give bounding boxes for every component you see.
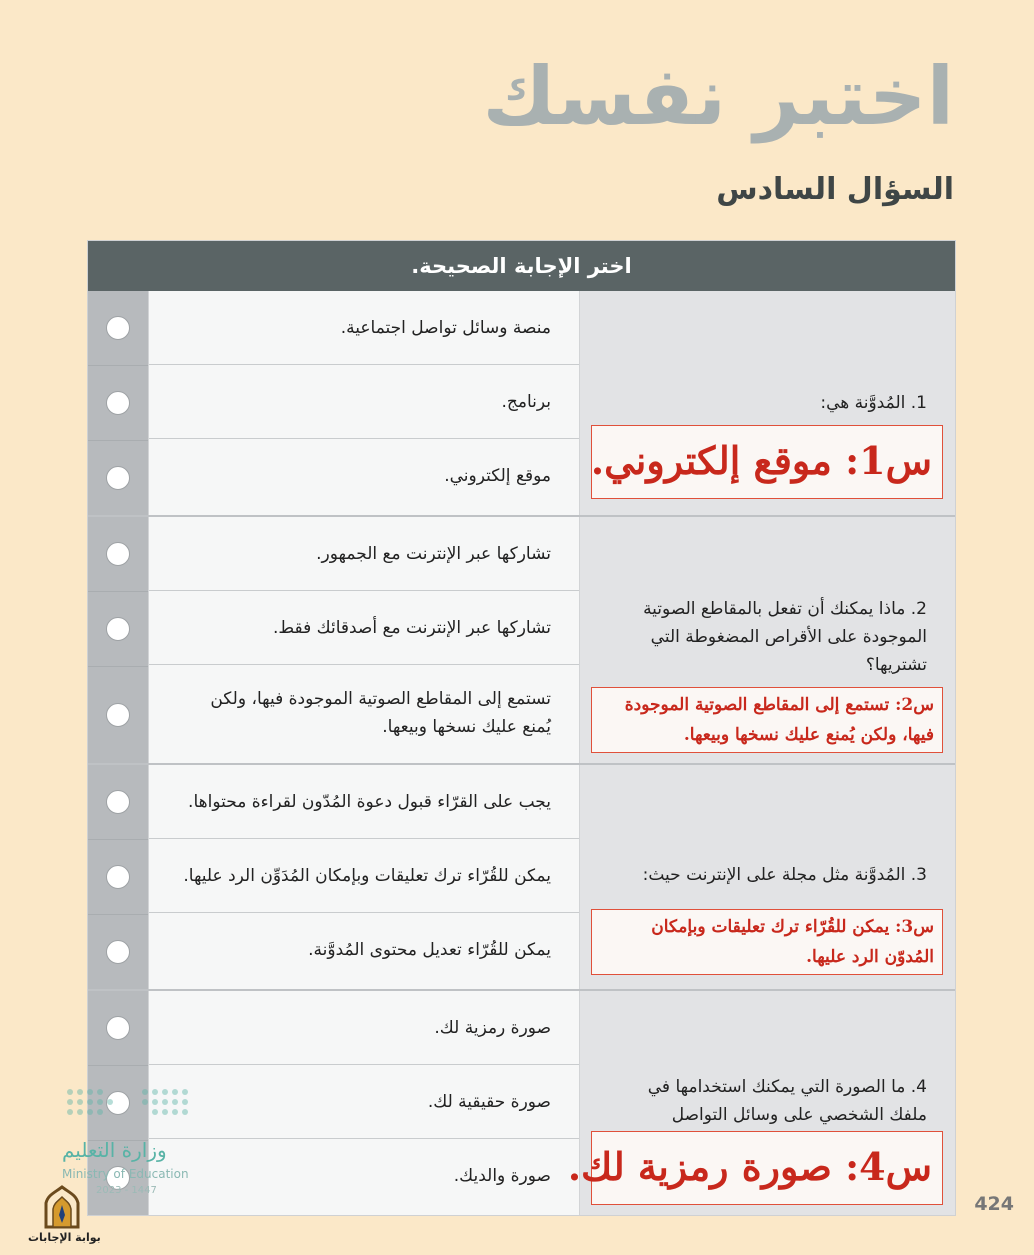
option-q1-3[interactable]: موقع إلكتروني. xyxy=(444,466,551,486)
radio-button-q4-opt1[interactable] xyxy=(106,1016,130,1040)
radio-button-q2-opt2[interactable] xyxy=(106,617,130,641)
radio-button-q3-opt2[interactable] xyxy=(106,865,130,889)
radio-button-q1-opt1[interactable] xyxy=(106,316,130,340)
answer-box-1: س1: موقع إلكتروني. xyxy=(591,425,943,499)
options-column xyxy=(148,765,580,989)
question-text-1: 1. المُدوَّنة هي: xyxy=(820,393,927,413)
page-number: 424 xyxy=(974,1193,1014,1215)
radio-button-q1-opt2[interactable] xyxy=(106,391,130,415)
portal-logo-icon xyxy=(40,1185,84,1231)
question-text-2: 2. ماذا يمكنك أن تفعل بالمقاطع الصوتية الموجودة على الأقراص المضغوطة التي تشتريها؟ xyxy=(643,599,927,675)
options-column xyxy=(148,517,580,763)
option-q4-2[interactable]: صورة حقيقية لك. xyxy=(149,1065,579,1139)
question-group-3 xyxy=(88,765,955,991)
option-q1-1[interactable]: منصة وسائل تواصل اجتماعية. xyxy=(149,291,579,365)
option-q3-1[interactable]: يجب على القرّاء قبول دعوة المُدّون لقراءة محتواها. xyxy=(149,765,579,839)
option-q2-3[interactable]: تستمع إلى المقاطع الصوتية الموجودة فيها، ولكن يُمنع عليك نسخها وبيعها. xyxy=(210,689,551,737)
radio-button-q3-opt3[interactable] xyxy=(106,940,130,964)
page-title: اختبر نفسك xyxy=(482,50,954,143)
radio-column xyxy=(88,765,148,989)
option-q3-2[interactable]: يمكن للقُرّاء ترك تعليقات وبإمكان المُدَوِّن الرد عليها. xyxy=(149,839,579,913)
option-q2-1[interactable]: تشاركها عبر الإنترنت مع الجمهور. xyxy=(149,517,579,591)
radio-button-q3-opt1[interactable] xyxy=(106,790,130,814)
answer-box-2: س2: تستمع إلى المقاطع الصوتية الموجودة فيها، ولكن يُمنع عليك نسخها وبيعها. xyxy=(591,687,943,753)
question-group-1 xyxy=(88,291,955,517)
question-heading: السؤال السادس xyxy=(716,172,954,207)
ministry-year: 2023 - 1447 xyxy=(96,1185,157,1196)
ministry-name-english: Ministry of Education xyxy=(62,1167,189,1181)
question-text-4: 4. ما الصورة التي يمكنك استخدامها في ملفك الشخصي على وسائل التواصل xyxy=(647,1077,927,1125)
radio-button-q2-opt1[interactable] xyxy=(106,542,130,566)
options-column xyxy=(148,291,580,515)
question-group-2 xyxy=(88,517,955,765)
ministry-name-arabic: وزارة التعليم xyxy=(62,1138,167,1162)
option-q4-1[interactable]: صورة رمزية لك. xyxy=(149,991,579,1065)
answer-box-3: س3: يمكن للقُرّاء ترك تعليقات وبإمكان المُدوّن الرد عليها. xyxy=(591,909,943,975)
question-cell-3 xyxy=(580,765,955,989)
radio-button-q1-opt3[interactable] xyxy=(106,466,130,490)
question-cell-1 xyxy=(580,291,955,515)
quiz-header: اختر الإجابة الصحيحة. xyxy=(88,241,955,291)
radio-column xyxy=(88,291,148,515)
radio-column xyxy=(88,517,148,763)
answer-box-4: س4: صورة رمزية لك. xyxy=(591,1131,943,1205)
option-q1-2[interactable]: برنامج. xyxy=(149,365,579,439)
option-q3-3[interactable]: يمكن للقُرّاء تعديل محتوى المُدوَّنة. xyxy=(308,940,551,960)
option-q2-2[interactable]: تشاركها عبر الإنترنت مع أصدقائك فقط. xyxy=(149,591,579,665)
question-cell-2 xyxy=(580,517,955,763)
quiz-table xyxy=(88,241,955,1215)
question-cell-4 xyxy=(567,991,955,1215)
options-column xyxy=(148,991,580,1215)
portal-label: بوابة الإجابات xyxy=(28,1231,101,1244)
question-text-3: 3. المُدوَّنة مثل مجلة على الإنترنت حيث: xyxy=(642,865,927,885)
question-group-4 xyxy=(88,991,955,1215)
option-q4-3[interactable]: صورة والديك. xyxy=(453,1166,551,1186)
radio-button-q2-opt3[interactable] xyxy=(106,703,130,727)
